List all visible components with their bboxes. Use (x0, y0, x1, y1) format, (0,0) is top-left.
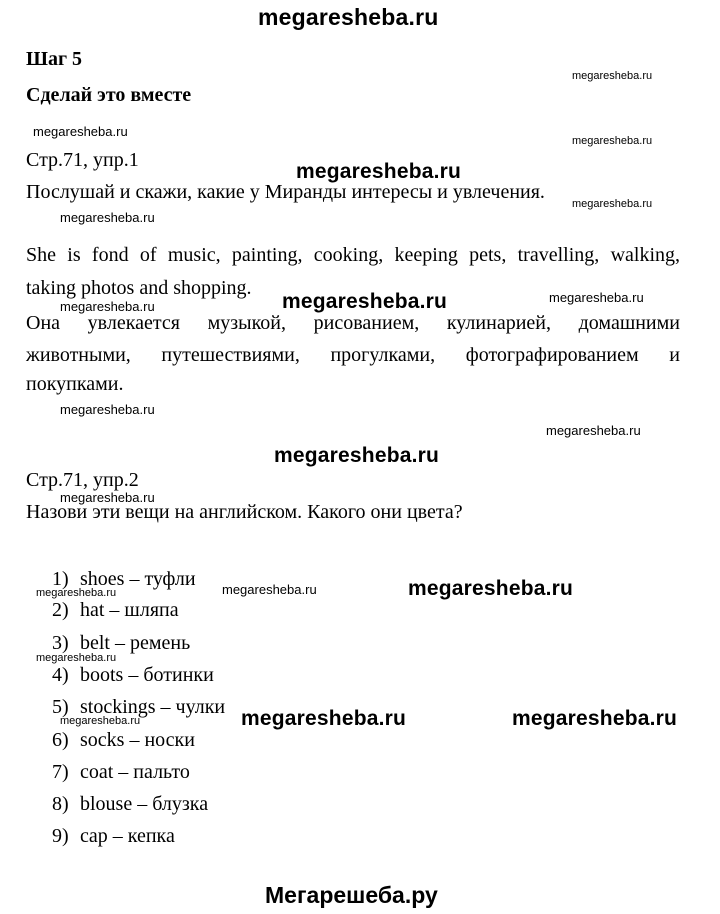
exercise1-answer-ru-line2: животными, путешествиями, прогулками, фотографированием и (26, 344, 680, 366)
item-text: hat – шляпа (80, 599, 179, 621)
item-text: socks – носки (80, 729, 195, 751)
item-number: 6) (52, 729, 69, 751)
list-item (52, 793, 208, 816)
item-number: 8) (52, 793, 69, 815)
exercise1-reference: Стр.71, упр.1 (26, 149, 139, 171)
watermark-big: megaresheba.ru (512, 707, 678, 730)
item-text: boots – ботинки (80, 664, 214, 686)
item-text: blouse – блузка (80, 793, 209, 815)
header-watermark: megaresheba.ru (258, 4, 439, 30)
list-item (52, 825, 175, 848)
watermark-small: megaresheba.ru (33, 124, 128, 139)
watermark-small: megaresheba.ru (60, 715, 141, 727)
section-title: Сделай это вместе (26, 84, 192, 106)
watermark-small: megaresheba.ru (222, 582, 317, 597)
exercise2-task: Назови эти вещи на английском. Какого они цвета? (26, 501, 463, 523)
watermark-small: megaresheba.ru (572, 70, 653, 82)
item-text: cap – кепка (80, 825, 175, 847)
watermark-big: megaresheba.ru (282, 290, 448, 313)
list-item (52, 729, 195, 752)
step-title: Шаг 5 (26, 48, 83, 70)
exercise1-task: Послушай и скажи, какие у Миранды интересы и увлечения. (26, 181, 545, 203)
item-number: 3) (52, 632, 69, 654)
watermark-small: megaresheba.ru (549, 290, 644, 305)
item-number: 9) (52, 825, 69, 847)
item-number: 4) (52, 664, 69, 686)
watermark-big: megaresheba.ru (296, 160, 462, 183)
watermark-small: megaresheba.ru (36, 587, 117, 599)
item-text: stockings – чулки (80, 696, 226, 718)
item-number: 5) (52, 696, 69, 718)
watermark-small: megaresheba.ru (60, 402, 155, 417)
exercise1-answer-ru-line3: покупками. (26, 373, 124, 395)
item-text: shoes – туфли (80, 568, 196, 590)
exercise1-answer-en-line1: She is fond of music, painting, cooking, keeping pets, travelling, walking, (26, 244, 680, 266)
watermark-small: megaresheba.ru (572, 198, 653, 210)
watermark-small: megaresheba.ru (572, 135, 653, 147)
watermark-small: megaresheba.ru (60, 210, 155, 225)
exercise2-reference: Стр.71, упр.2 (26, 469, 139, 491)
item-number: 7) (52, 761, 69, 783)
list-item (52, 599, 179, 622)
watermark-small: megaresheba.ru (546, 423, 641, 438)
exercise1-answer-en-line2: taking photos and shopping. (26, 277, 252, 299)
list-item (52, 761, 190, 784)
watermark-small: megaresheba.ru (60, 490, 155, 505)
watermark-big: megaresheba.ru (241, 707, 407, 730)
list-item (52, 664, 214, 687)
watermark-big: megaresheba.ru (274, 444, 440, 467)
exercise1-answer-ru-line1: Она увлекается музыкой, рисованием, кулинарией, домашними (26, 312, 680, 334)
item-text: belt – ремень (80, 632, 191, 654)
item-number: 1) (52, 568, 69, 590)
item-text: coat – пальто (80, 761, 190, 783)
item-number: 2) (52, 599, 69, 621)
watermark-big: megaresheba.ru (408, 577, 574, 600)
watermark-small: megaresheba.ru (36, 652, 117, 664)
footer-watermark: Мегарешеба.ру (265, 882, 438, 908)
watermark-small: megaresheba.ru (60, 299, 155, 314)
